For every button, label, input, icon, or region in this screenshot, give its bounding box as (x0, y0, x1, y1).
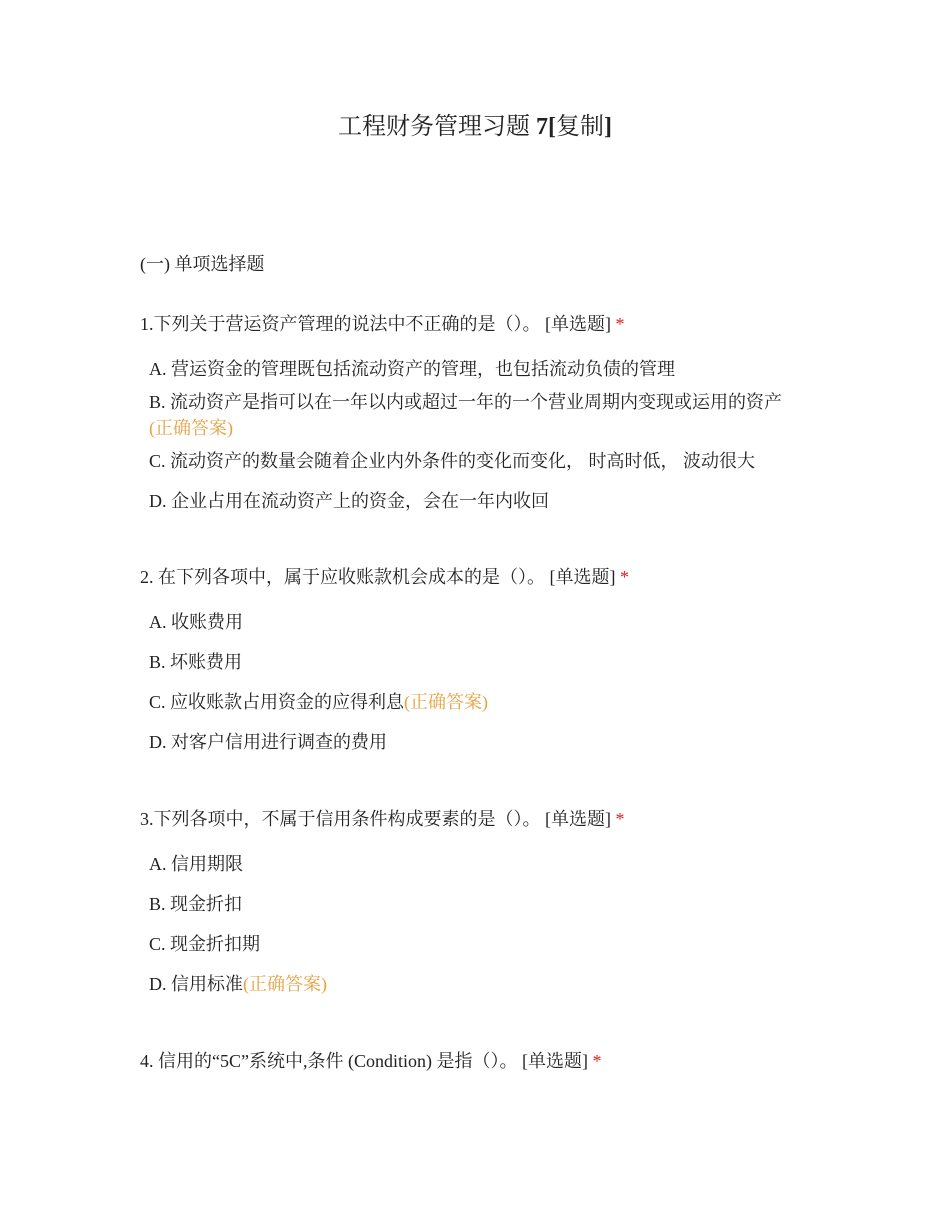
option-a[interactable] (149, 851, 789, 877)
option-c[interactable] (149, 448, 789, 474)
question-1 (140, 311, 800, 528)
title-number: 7[ (536, 114, 556, 140)
question-text: 1.下列关于营运资产管理的说法中不正确的是（）。 (140, 314, 541, 334)
option-list (140, 609, 800, 755)
option-list (140, 851, 800, 997)
option-b[interactable] (149, 891, 789, 917)
section-heading: (一) 单项选择题 (140, 254, 265, 274)
option-text: D. 对客户信用进行调查的费用 (149, 732, 387, 752)
title-bracket: ] (604, 114, 612, 140)
option-b[interactable] (149, 649, 789, 675)
option-text: C. 流动资产的数量会随着企业内外条件的变化而变化， 时高时低， 波动很大 (149, 451, 756, 471)
question-type: [单选题] (521, 1051, 588, 1071)
question-type: [单选题] (545, 809, 611, 829)
question-4 (140, 1048, 800, 1074)
question-3 (140, 806, 800, 1011)
correct-answer-label: (正确答案) (149, 418, 233, 438)
option-text: A. 收账费用 (149, 612, 243, 632)
question-stem (140, 1048, 800, 1074)
correct-answer-label: (正确答案) (243, 974, 327, 994)
option-text: B. 现金折扣 (149, 894, 243, 914)
required-marker: * (615, 809, 625, 829)
required-marker: * (620, 567, 629, 587)
question-text: 4. 信用的“5C”系统中,条件 (Condition) 是指（）。 (140, 1051, 518, 1071)
option-d[interactable] (149, 488, 789, 514)
option-c[interactable] (149, 689, 789, 715)
question-stem (140, 564, 800, 590)
title-main: 工程财务管理习题 (338, 114, 536, 140)
option-text: A. 营运资金的管理既包括流动资产的管理，也包括流动负债的管理 (149, 359, 675, 379)
option-text: A. 信用期限 (149, 854, 243, 874)
question-stem (140, 806, 800, 832)
question-2 (140, 564, 800, 769)
required-marker: * (592, 1051, 602, 1071)
page-title (0, 110, 950, 144)
option-text: C. 应收账款占用资金的应得利息 (149, 692, 405, 712)
option-text: C. 现金折扣期 (149, 934, 261, 954)
option-a[interactable] (149, 609, 789, 635)
option-b[interactable] (149, 389, 789, 441)
option-a[interactable] (149, 356, 789, 382)
question-type: [单选题] (545, 314, 611, 334)
option-text: B. 流动资产是指可以在一年以内或超过一年的一个营业周期内变现或运用的资产 (149, 392, 783, 412)
option-c[interactable] (149, 931, 789, 957)
correct-answer-label: (正确答案) (404, 692, 489, 712)
question-stem (140, 311, 800, 337)
question-text: 2. 在下列各项中，属于应收账款机会成本的是（）。 (140, 567, 545, 587)
option-text: D. 信用标准 (149, 974, 243, 994)
option-text: D. 企业占用在流动资产上的资金，会在一年内收回 (149, 491, 549, 511)
option-d[interactable] (149, 971, 789, 997)
title-tail: 复制 (556, 114, 604, 140)
question-text: 3.下列各项中，不属于信用条件构成要素的是（）。 (140, 809, 541, 829)
required-marker: * (615, 314, 625, 334)
option-text: B. 坏账费用 (149, 652, 243, 672)
question-type: [单选题] (549, 567, 616, 587)
option-d[interactable] (149, 729, 789, 755)
option-list (140, 356, 800, 514)
